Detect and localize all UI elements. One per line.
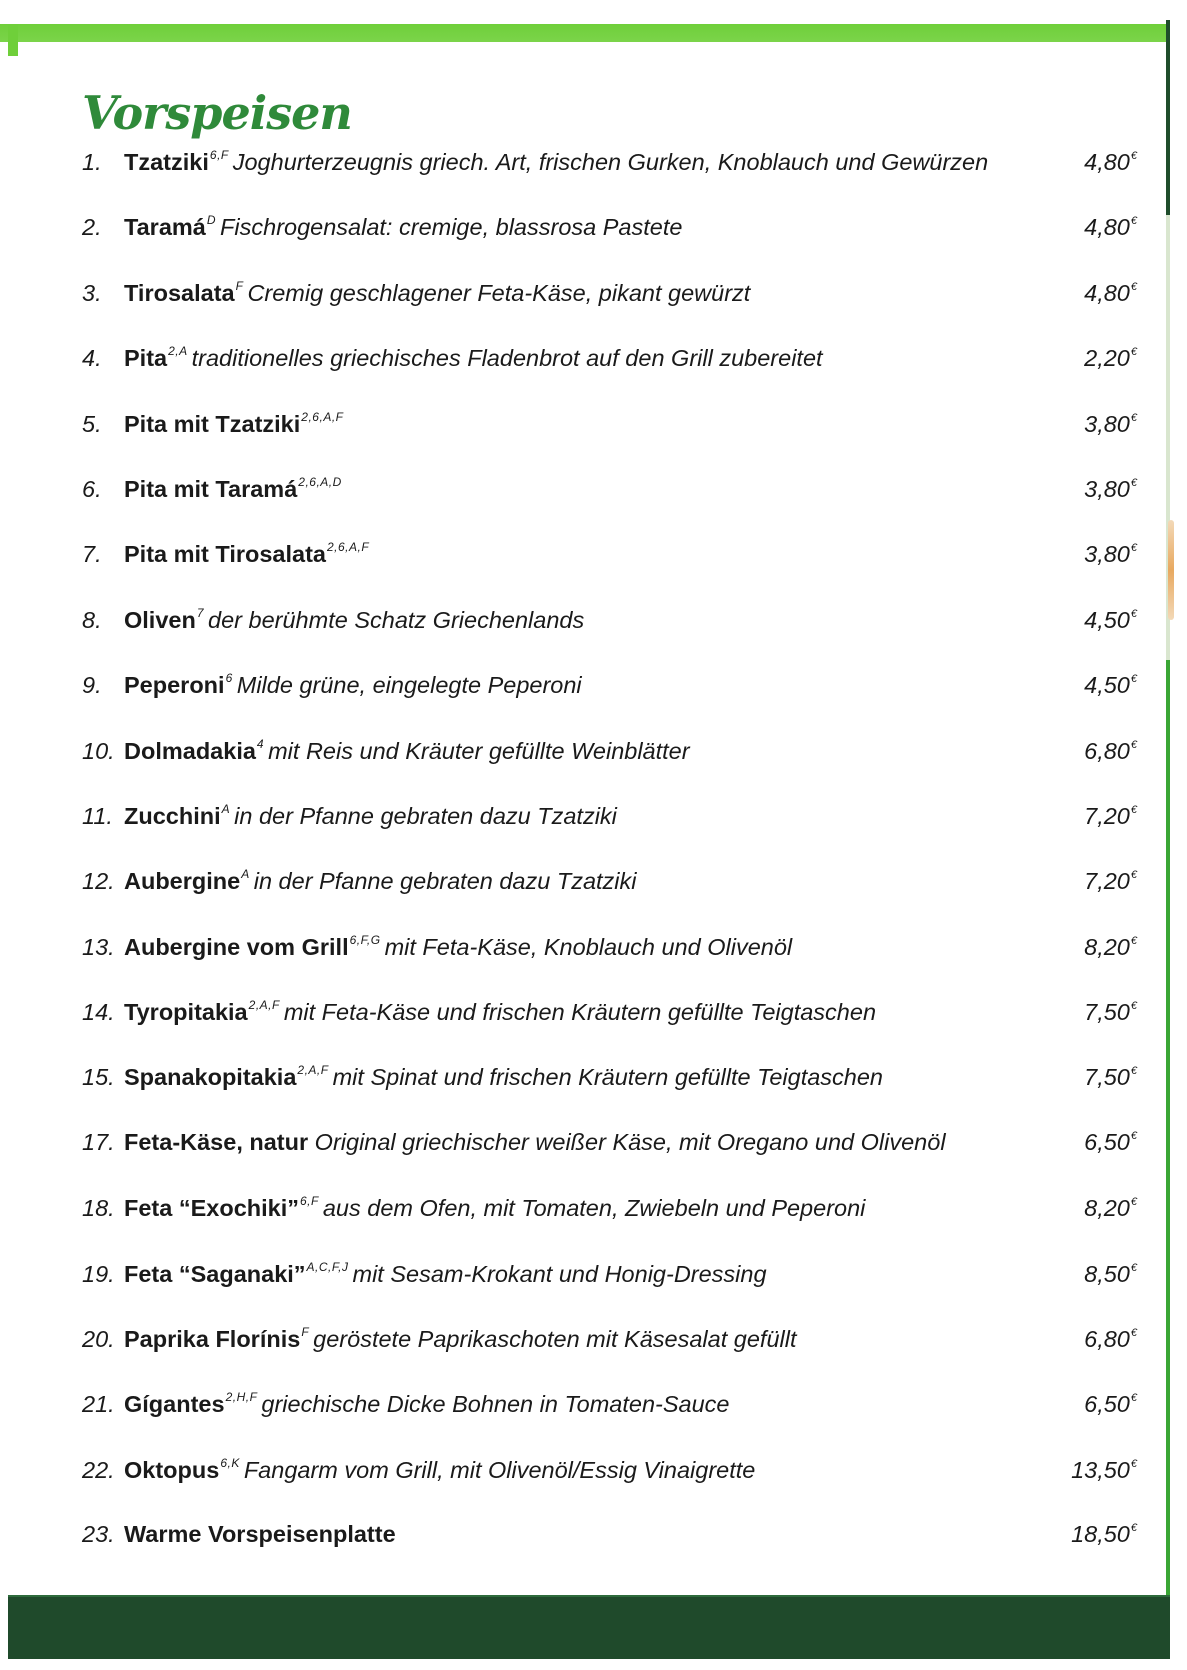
- item-line: [124, 998, 1027, 1026]
- menu-item: [82, 933, 1137, 998]
- item-price: [1027, 411, 1137, 438]
- item-name: Feta “Exochiki”: [124, 1195, 299, 1222]
- item-name: Pita mit Taramá: [124, 475, 298, 502]
- item-description: aus dem Ofen, mit Tomaten, Zwiebeln und Peperoni: [322, 1195, 866, 1222]
- item-line: [124, 802, 1027, 830]
- item-price: [1027, 934, 1137, 961]
- currency-symbol: €: [1130, 869, 1137, 882]
- item-name: Peperoni: [124, 672, 225, 699]
- item-price: [1027, 803, 1137, 830]
- currency-symbol: €: [1130, 411, 1137, 424]
- price-value: 6,50: [1084, 1128, 1130, 1155]
- item-number: 22.: [82, 1456, 115, 1483]
- item-number: 12.: [82, 868, 115, 895]
- item-price: [1027, 607, 1137, 634]
- item-number: 1.: [82, 149, 102, 175]
- item-price: [1027, 214, 1137, 241]
- item-number: 4.: [82, 345, 102, 372]
- item-line: [124, 606, 1027, 634]
- item-name: Pita: [124, 345, 168, 372]
- item-line: [124, 933, 1027, 961]
- item-number: 7.: [82, 541, 102, 568]
- item-name: Warme Vorspeisenplatte: [124, 1521, 396, 1548]
- menu-item: [82, 1063, 1137, 1128]
- currency-symbol: €: [1130, 803, 1137, 816]
- allergen-codes: A: [221, 801, 231, 816]
- allergen-codes: A: [241, 867, 250, 882]
- currency-symbol: €: [1130, 1261, 1137, 1274]
- item-name: Gígantes: [124, 1391, 225, 1418]
- top-accent-bar: [0, 24, 1170, 42]
- right-edge-green: [1166, 660, 1170, 1620]
- item-line: [124, 540, 1027, 568]
- currency-symbol: €: [1130, 1129, 1137, 1142]
- bottom-footer-bar: [8, 1597, 1170, 1659]
- price-value: 6,50: [1084, 1391, 1130, 1418]
- currency-symbol: €: [1130, 1196, 1137, 1209]
- menu-item: [82, 1521, 1137, 1586]
- item-description: Cremig geschlagener Feta-Käse, pikant gewürzt: [247, 279, 751, 306]
- right-edge-dark: [1166, 20, 1170, 215]
- item-number: 2.: [82, 214, 102, 241]
- allergen-codes: 6,F: [209, 148, 229, 162]
- item-number: 20.: [82, 1326, 115, 1353]
- currency-symbol: €: [1130, 476, 1137, 489]
- item-name: Aubergine: [124, 868, 241, 895]
- item-number: 17.: [82, 1128, 115, 1155]
- currency-symbol: €: [1130, 1065, 1137, 1078]
- currency-symbol: €: [1130, 542, 1137, 555]
- item-line: [124, 410, 1027, 438]
- item-price: [1027, 1457, 1137, 1484]
- item-price: [1027, 280, 1137, 307]
- item-price: [1027, 1195, 1137, 1222]
- item-description: mit Feta-Käse, Knoblauch und Olivenöl: [384, 933, 793, 960]
- item-name: Feta “Saganaki”: [124, 1260, 306, 1287]
- currency-symbol: €: [1130, 673, 1137, 686]
- item-name: Tirosalata: [124, 279, 235, 306]
- item-price: [1027, 999, 1137, 1026]
- price-value: 4,80: [1084, 214, 1130, 241]
- menu-item: [82, 802, 1137, 867]
- page-edge-streak: [1168, 520, 1174, 620]
- item-line: [124, 867, 1027, 895]
- menu-item: [82, 1129, 1137, 1194]
- price-value: 7,20: [1084, 802, 1130, 829]
- item-description: Milde grüne, eingelegte Peperoni: [236, 672, 582, 699]
- price-value: 2,20: [1084, 345, 1130, 372]
- allergen-codes: 2,H,F: [225, 1390, 258, 1405]
- menu-item: [82, 737, 1137, 802]
- item-line: [124, 1260, 1027, 1288]
- item-description: Fischrogensalat: cremige, blassrosa Pastete: [220, 214, 683, 241]
- price-value: 4,50: [1084, 606, 1130, 633]
- allergen-codes: 2,6,A,F: [327, 540, 370, 555]
- price-value: 8,20: [1084, 1195, 1130, 1222]
- item-number: 13.: [82, 933, 115, 960]
- item-description: in der Pfanne gebraten dazu Tzatziki: [234, 802, 617, 829]
- item-description: in der Pfanne gebraten dazu Tzatziki: [253, 868, 637, 895]
- item-line: [124, 1063, 1027, 1091]
- menu-item: [82, 344, 1137, 409]
- currency-symbol: €: [1130, 280, 1137, 293]
- currency-symbol: €: [1130, 1522, 1137, 1535]
- item-number: 10.: [82, 737, 115, 764]
- item-price: [1027, 1521, 1137, 1548]
- currency-symbol: €: [1130, 934, 1137, 947]
- menu-item: [82, 606, 1137, 671]
- item-description: griechische Dicke Bohnen in Tomaten-Sauce: [261, 1391, 730, 1418]
- price-value: 4,80: [1084, 149, 1130, 175]
- menu-item: [82, 213, 1137, 278]
- currency-symbol: €: [1130, 346, 1137, 359]
- item-name: Spanakopitakia: [124, 1064, 297, 1091]
- item-description: mit Sesam-Krokant und Honig-Dressing: [352, 1260, 767, 1287]
- item-price: [1027, 868, 1137, 895]
- price-value: 6,80: [1084, 737, 1130, 764]
- menu-item: [82, 410, 1137, 475]
- item-line: [124, 671, 1027, 699]
- item-line: [124, 475, 1027, 503]
- item-line: [124, 737, 1027, 765]
- item-number: 14.: [82, 999, 115, 1026]
- item-name: Tzatziki: [124, 149, 209, 175]
- allergen-codes: 6,K: [220, 1455, 240, 1470]
- item-description: Joghurterzeugnis griech. Art, frischen Gurken, Knoblauch und Gewürzen: [232, 149, 989, 175]
- item-line: [124, 1456, 1027, 1484]
- allergen-codes: D: [206, 213, 217, 228]
- currency-symbol: €: [1130, 738, 1137, 751]
- item-price: [1027, 149, 1137, 176]
- item-number: 19.: [82, 1260, 115, 1287]
- item-price: [1027, 345, 1137, 372]
- menu-item: [82, 1260, 1137, 1325]
- item-number: 15.: [82, 1064, 115, 1091]
- menu-item: [82, 1390, 1137, 1455]
- menu-item: [82, 540, 1137, 605]
- item-name: Tyropitakia: [124, 999, 248, 1026]
- item-name: Pita mit Tzatziki: [124, 410, 301, 437]
- section-title: Vorspeisen: [82, 86, 352, 140]
- allergen-codes: 6,F,G: [349, 932, 381, 947]
- item-line: [124, 344, 1027, 372]
- allergen-codes: A,C,F,J: [306, 1259, 349, 1274]
- menu-item: [82, 671, 1137, 736]
- item-line: [124, 279, 1027, 307]
- item-price: [1027, 738, 1137, 765]
- item-name: Dolmadakia: [124, 737, 256, 764]
- allergen-codes: 2,A,F: [248, 998, 280, 1013]
- menu-item: [82, 1456, 1137, 1521]
- item-description: mit Feta-Käse und frischen Kräutern gefüllte Teigtaschen: [283, 999, 877, 1026]
- price-value: 7,50: [1084, 999, 1130, 1026]
- allergen-codes: 2,A,F: [297, 1063, 329, 1078]
- menu-item: [82, 1194, 1137, 1259]
- menu-item: [82, 148, 1137, 213]
- price-value: 6,80: [1084, 1326, 1130, 1353]
- menu-item: [82, 475, 1137, 540]
- currency-symbol: €: [1130, 607, 1137, 620]
- price-value: 7,20: [1084, 868, 1130, 895]
- item-description: Fangarm vom Grill, mit Olivenöl/Essig Vinaigrette: [243, 1456, 756, 1483]
- allergen-codes: 6,F: [300, 1194, 319, 1209]
- item-number: 8.: [82, 606, 102, 633]
- price-value: 3,80: [1084, 410, 1130, 437]
- item-name: Feta-Käse, natur: [124, 1128, 309, 1155]
- menu-item: [82, 1325, 1137, 1390]
- item-description: traditionelles griechisches Fladenbrot auf den Grill zubereitet: [191, 345, 823, 372]
- allergen-codes: 4: [256, 736, 265, 751]
- item-price: [1027, 1326, 1137, 1353]
- item-line: [124, 213, 1027, 241]
- allergen-codes: 2,A: [168, 344, 188, 359]
- price-value: 3,80: [1084, 541, 1130, 568]
- menu-list: [82, 148, 1137, 1587]
- currency-symbol: €: [1130, 150, 1137, 162]
- price-value: 3,80: [1084, 475, 1130, 502]
- item-name: Zucchini: [124, 802, 221, 829]
- currency-symbol: €: [1130, 215, 1137, 228]
- top-accent-stub: [8, 24, 18, 56]
- item-description: mit Spinat und frischen Kräutern gefüllte Teigtaschen: [332, 1064, 883, 1091]
- menu-item: [82, 998, 1137, 1063]
- allergen-codes: 6: [225, 671, 233, 686]
- item-price: [1027, 1129, 1137, 1156]
- price-value: 8,20: [1084, 933, 1130, 960]
- allergen-codes: 7: [196, 605, 205, 620]
- item-line: [124, 1521, 1027, 1548]
- item-number: 5.: [82, 410, 102, 437]
- item-line: [124, 1194, 1027, 1222]
- item-name: Aubergine vom Grill: [124, 933, 349, 960]
- price-value: 18,50: [1071, 1521, 1130, 1548]
- item-line: [124, 148, 1027, 176]
- item-price: [1027, 1064, 1137, 1091]
- allergen-codes: 2,6,A,D: [298, 474, 342, 489]
- price-value: 13,50: [1071, 1456, 1130, 1483]
- item-price: [1027, 476, 1137, 503]
- currency-symbol: €: [1130, 1000, 1137, 1013]
- price-value: 8,50: [1084, 1260, 1130, 1287]
- price-value: 7,50: [1084, 1064, 1130, 1091]
- item-price: [1027, 1261, 1137, 1288]
- item-number: 6.: [82, 475, 102, 502]
- menu-item: [82, 279, 1137, 344]
- item-description: Original griechischer weißer Käse, mit Oregano und Olivenöl: [314, 1128, 946, 1155]
- item-name: Pita mit Tirosalata: [124, 541, 326, 568]
- item-description: mit Reis und Kräuter gefüllte Weinblätter: [268, 737, 690, 764]
- currency-symbol: €: [1130, 1327, 1137, 1340]
- item-number: 18.: [82, 1195, 115, 1222]
- item-line: [124, 1129, 1027, 1156]
- item-number: 21.: [82, 1391, 115, 1418]
- menu-item: [82, 867, 1137, 932]
- item-number: 11.: [82, 802, 113, 829]
- item-price: [1027, 1391, 1137, 1418]
- currency-symbol: €: [1130, 1392, 1137, 1405]
- item-description: geröstete Paprikaschoten mit Käsesalat gefüllt: [313, 1326, 797, 1353]
- item-price: [1027, 541, 1137, 568]
- item-number: 9.: [82, 672, 102, 699]
- item-name: Oliven: [124, 606, 196, 633]
- allergen-codes: 2,6,A,F: [301, 409, 344, 424]
- item-price: [1027, 672, 1137, 699]
- item-line: [124, 1390, 1027, 1418]
- item-name: Taramá: [124, 214, 206, 241]
- price-value: 4,80: [1084, 279, 1130, 306]
- item-name: Oktopus: [124, 1456, 220, 1483]
- item-number: 23.: [82, 1521, 115, 1548]
- allergen-codes: F: [235, 278, 244, 293]
- item-name: Paprika Florínis: [124, 1326, 301, 1353]
- allergen-codes: F: [301, 1325, 310, 1340]
- currency-symbol: €: [1130, 1457, 1137, 1470]
- item-number: 3.: [82, 279, 102, 306]
- item-line: [124, 1325, 1027, 1353]
- price-value: 4,50: [1084, 672, 1130, 699]
- item-description: der berühmte Schatz Griechenlands: [208, 606, 585, 633]
